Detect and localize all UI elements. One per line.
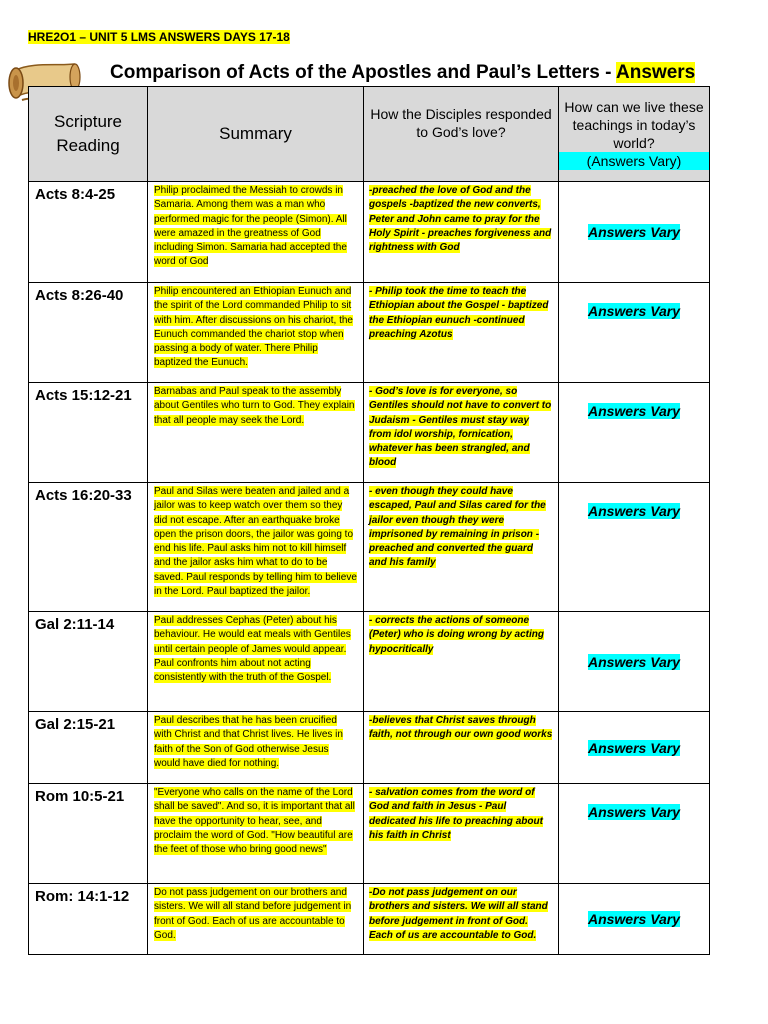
response-cell: - corrects the actions of someone (Peter) who is doing wrong by acting hypocritically [364, 612, 559, 712]
scripture-reading: Rom 10:5-21 [29, 784, 148, 884]
response-cell: - salvation comes from the word of God and faith in Jesus - Paul dedicated his life to preaching about his faith in Christ [364, 784, 559, 884]
answers-vary-cell: Answers Vary [559, 784, 710, 884]
answers-vary-cell: Answers Vary [559, 483, 710, 612]
table-row [29, 383, 710, 483]
header-summary: Summary [148, 87, 364, 182]
header-scripture-reading: Scripture Reading [29, 87, 148, 182]
response-cell: - Philip took the time to teach the Ethiopian about the Gospel - baptized the Ethiopian eunuch -continued preaching Azotus [364, 283, 559, 383]
response-cell: -believes that Christ saves through faith, not through our own good works [364, 712, 559, 784]
comparison-table [28, 86, 710, 955]
response-cell: -preached the love of God and the gospels -baptized the new converts, Peter and John came to pray for the Holy Spirit - preaches forgiveness and rightness with God [364, 182, 559, 283]
header-disciples-response: How the Disciples responded to God’s love? [364, 87, 559, 182]
scripture-reading: Rom: 14:1-12 [29, 884, 148, 955]
answers-vary-cell: Answers Vary [559, 712, 710, 784]
answers-vary-cell: Answers Vary [559, 182, 710, 283]
scripture-reading: Acts 16:20-33 [29, 483, 148, 612]
answers-vary-cell: Answers Vary [559, 612, 710, 712]
summary-cell: Do not pass judgement on our brothers and sisters. We will all stand before judgement in front of God. Each of us are accountable to God. [148, 884, 364, 955]
answers-vary-cell: Answers Vary [559, 383, 710, 483]
response-cell: - even though they could have escaped, Paul and Silas cared for the jailor even though they were imprisoned by remaining in prison - preached and converted the guard and his family [364, 483, 559, 612]
response-cell: - God’s love is for everyone, so Gentiles should not have to convert to Judaism - Gentiles must stay way from idol worship, fornication, whatever has been strangled, and blood [364, 383, 559, 483]
summary-cell: Paul describes that he has been crucified with Christ and that Christ lives. He lives in faith of the Son of God otherwise Jesus would have died for nothing. [148, 712, 364, 784]
answers-vary-cell: Answers Vary [559, 283, 710, 383]
table-row [29, 884, 710, 955]
table-row [29, 784, 710, 884]
summary-cell: "Everyone who calls on the name of the Lord shall be saved". And so, it is important that all have the opportunity to hear, see, and proclaim the word of God. "How beautiful are the feet of those who bring good news" [148, 784, 364, 884]
table-row [29, 283, 710, 383]
course-code-heading: HRE2O1 – UNIT 5 LMS ANSWERS DAYS 17-18 [28, 30, 290, 44]
scripture-reading: Acts 8:4-25 [29, 182, 148, 283]
table-row [29, 612, 710, 712]
summary-cell: Philip proclaimed the Messiah to crowds in Samaria. Among them was a man who performed magic for the people (Simon). All were amazed in the greatness of God including Simon. Samaria had accepted the word of God [148, 182, 364, 283]
table-row [29, 712, 710, 784]
scripture-reading: Acts 8:26-40 [29, 283, 148, 383]
summary-cell: Paul addresses Cephas (Peter) about his behaviour. He would eat meals with Gentiles until certain people of James would appear. Paul confronts him about not acting consistently with the truth of the Gospel. [148, 612, 364, 712]
table-row [29, 483, 710, 612]
response-cell: -Do not pass judgement on our brothers and sisters. We will all stand before judgement in front of God. Each of us are accountable to God. [364, 884, 559, 955]
scripture-reading: Gal 2:11-14 [29, 612, 148, 712]
scripture-reading: Acts 15:12-21 [29, 383, 148, 483]
page-title: Comparison of Acts of the Apostles and Paul’s Letters - Answers [110, 62, 696, 83]
table-row [29, 182, 710, 283]
summary-cell: Paul and Silas were beaten and jailed and a jailor was to keep watch over them so they did not escape. After an earthquake broke open the prison doors, the jailor was going to end his life. Paul asks him not to kill himself and the jailor asks him what to do to be saved. Paul responds by telling him to believe in the Lord. Paul baptized the jailor. [148, 483, 364, 612]
summary-cell: Barnabas and Paul speak to the assembly about Gentiles who turn to God. They explain that all people may seek the Lord. [148, 383, 364, 483]
table-header-row [29, 87, 710, 182]
scripture-reading: Gal 2:15-21 [29, 712, 148, 784]
answers-vary-cell: Answers Vary [559, 884, 710, 955]
summary-cell: Philip encountered an Ethiopian Eunuch and the spirit of the Lord commanded Philip to sit with him. After discussions on his chariot, the Eunuch commanded the chariot stop when passing a body of water. There Philip baptized the Eunuch. [148, 283, 364, 383]
header-teachings-today: How can we live these teachings in today’s world? (Answers Vary) [559, 87, 710, 182]
